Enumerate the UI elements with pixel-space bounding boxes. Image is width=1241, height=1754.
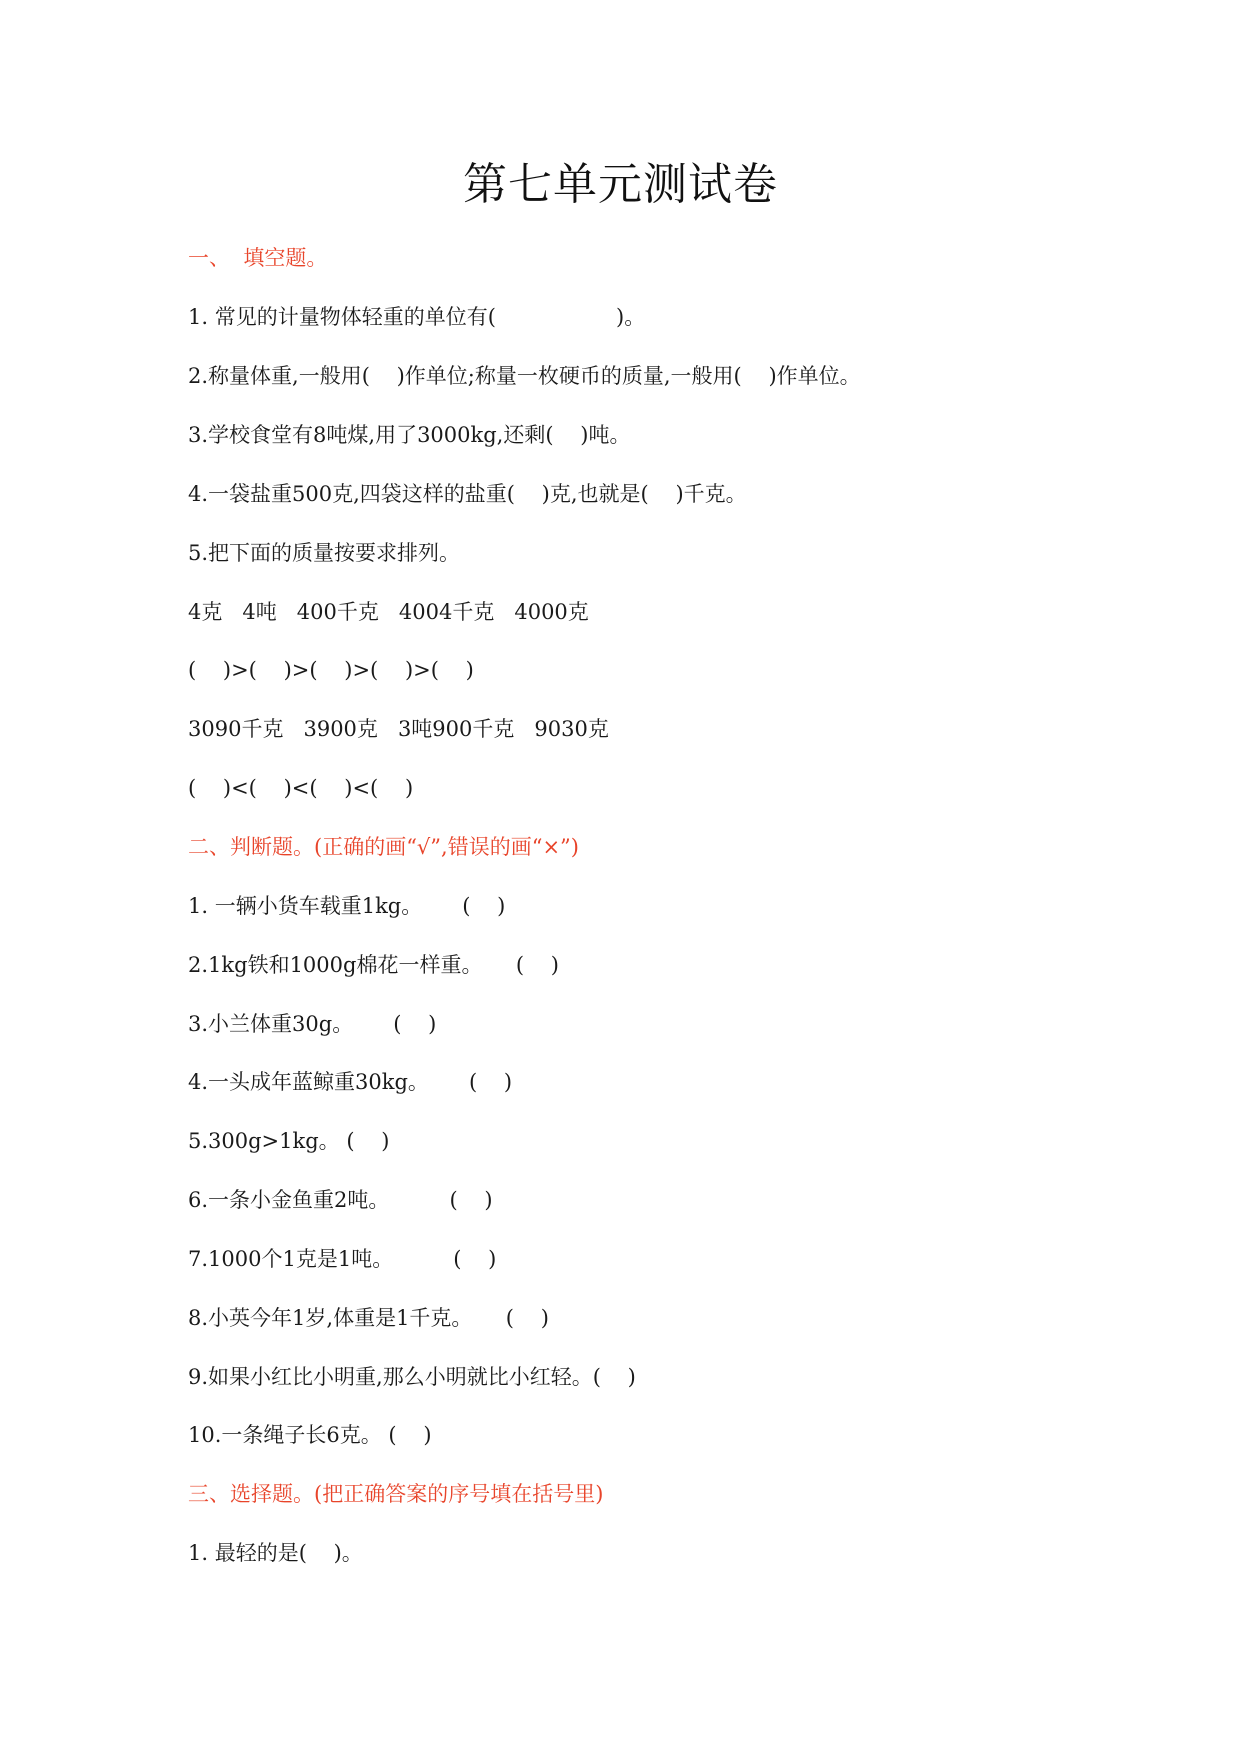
question-line: 10.一条绳子长6克。 ( ) <box>188 1423 432 1447</box>
question-line: 2.1kg铁和1000g棉花一样重。 ( ) <box>188 953 559 977</box>
question-line: 2.称量体重,一般用( )作单位;称量一枚硬币的质量,一般用( )作单位。 <box>188 364 861 388</box>
section-heading-fill-in: 一、 填空题。 <box>188 246 328 270</box>
question-line: ( )>( )>( )>( )>( ) <box>188 658 474 682</box>
question-line: 1. 常见的计量物体轻重的单位有( )。 <box>188 305 646 329</box>
section-heading-multiple-choice: 三、选择题。(把正确答案的序号填在括号里) <box>188 1482 604 1506</box>
section-heading-true-false: 二、判断题。(正确的画“√”,错误的画“×”) <box>188 835 579 859</box>
question-line: 4.一袋盐重500克,四袋这样的盐重( )克,也就是( )千克。 <box>188 482 747 506</box>
question-line: 1. 一辆小货车载重1kg。 ( ) <box>188 894 506 918</box>
question-line: 4克 4吨 400千克 4004千克 4000克 <box>188 600 589 624</box>
question-line: 6.一条小金鱼重2吨。 ( ) <box>188 1188 493 1212</box>
question-line: 3.小兰体重30g。 ( ) <box>188 1012 437 1036</box>
question-line: 4.一头成年蓝鲸重30kg。 ( ) <box>188 1070 513 1094</box>
question-line: 5.300g>1kg。 ( ) <box>188 1129 390 1153</box>
question-line: 7.1000个1克是1吨。 ( ) <box>188 1247 497 1271</box>
question-line: 1. 最轻的是( )。 <box>188 1541 363 1565</box>
question-line: ( )<( )<( )<( ) <box>188 776 414 800</box>
question-line: 9.如果小红比小明重,那么小明就比小红轻。( ) <box>188 1365 636 1389</box>
question-line: 3090千克 3900克 3吨900千克 9030克 <box>188 717 609 741</box>
question-line: 3.学校食堂有8吨煤,用了3000kg,还剩( )吨。 <box>188 423 631 447</box>
page-title: 第七单元测试卷 <box>463 159 778 210</box>
question-line: 8.小英今年1岁,体重是1千克。 ( ) <box>188 1306 549 1330</box>
question-line: 5.把下面的质量按要求排列。 <box>188 541 461 565</box>
